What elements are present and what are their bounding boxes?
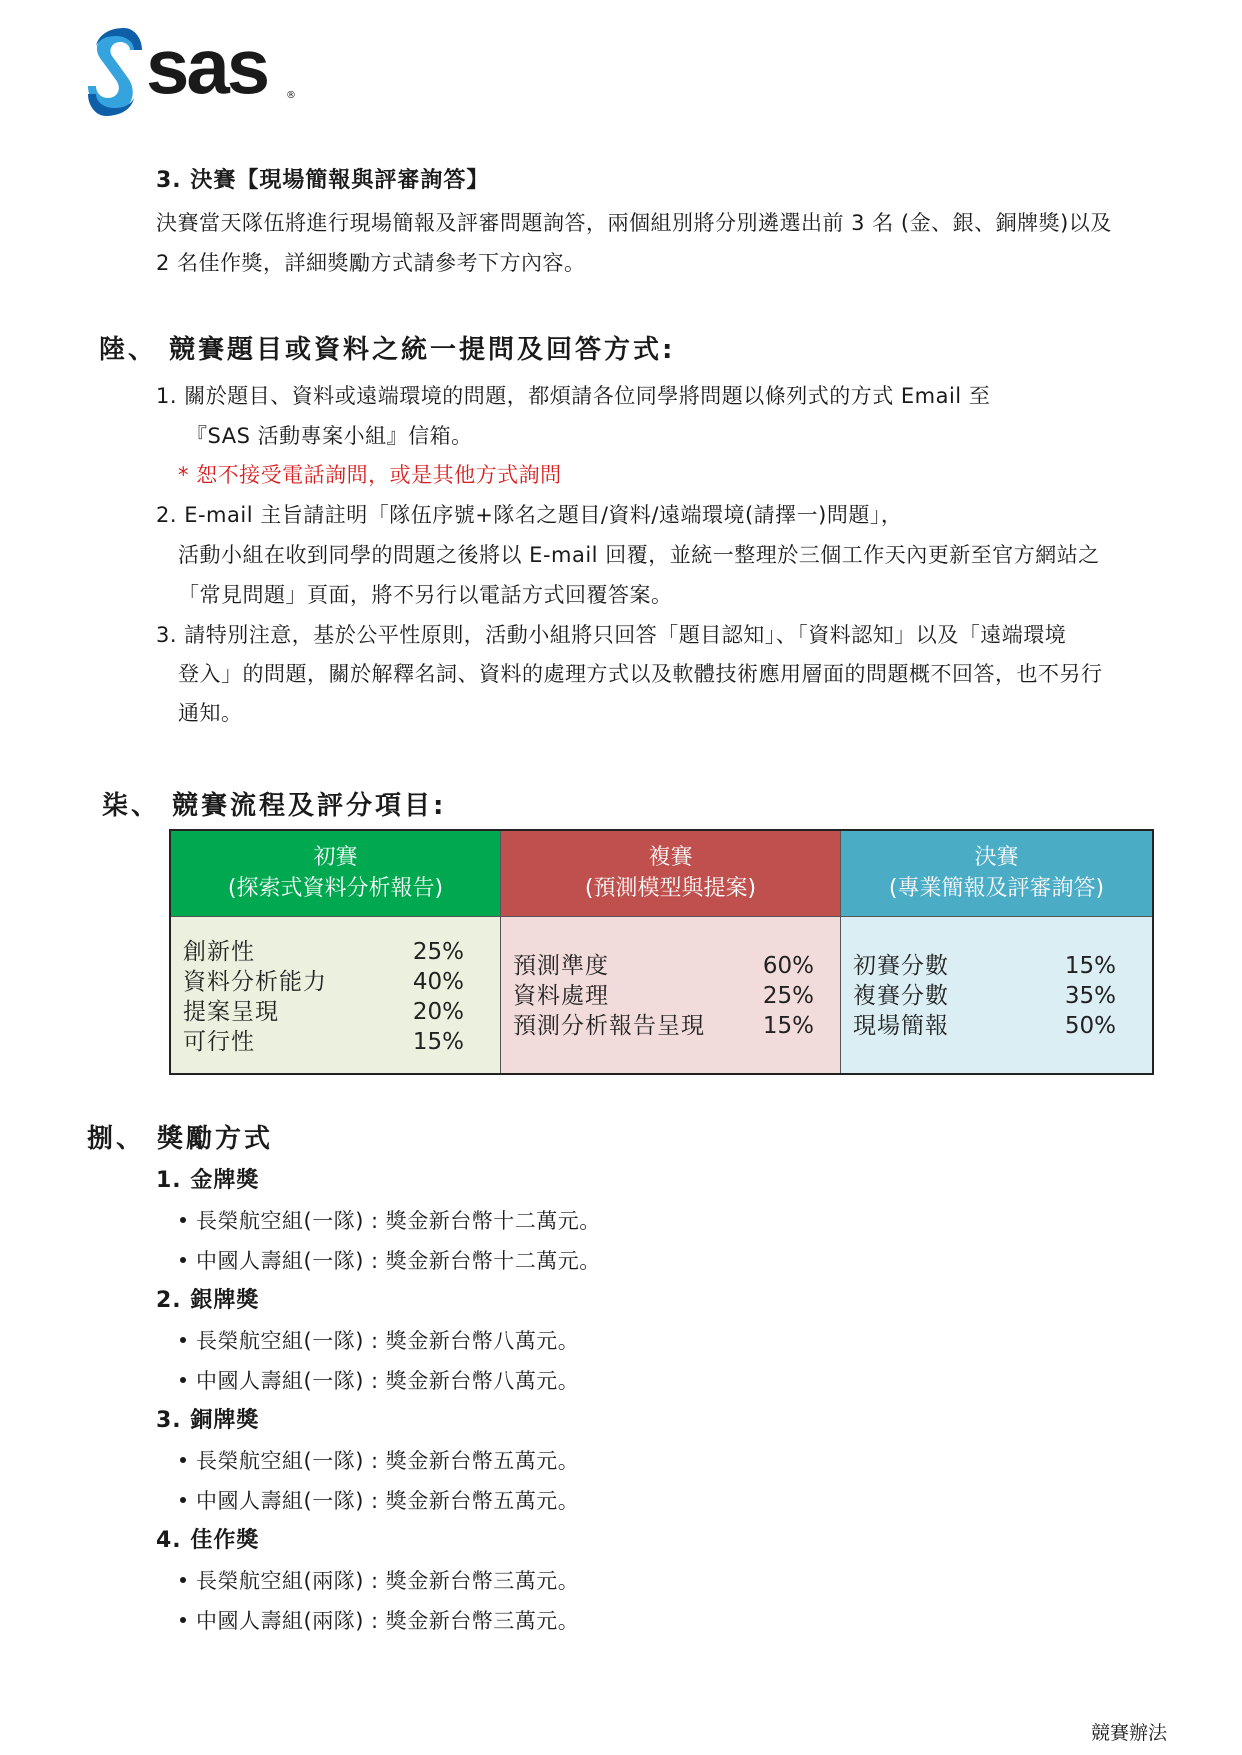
- criterion-weight: 25%: [762, 983, 814, 1009]
- criterion-label: 現場簡報: [853, 1013, 949, 1039]
- criterion-weight: 15%: [412, 1029, 464, 1055]
- qa-item-2-line-1: 2. E-mail 主旨請註明「隊伍序號+隊名之題目/資料/遠端環境(請擇一)問題」，: [156, 503, 903, 527]
- final-round-heading: 3. 決賽【現場簡報與評審詢答】: [156, 168, 490, 193]
- criterion-weight: 15%: [1064, 953, 1116, 979]
- award-item: 中國人壽組(兩隊) : 獎金新台幣三萬元。: [180, 1606, 579, 1636]
- sas-wordmark: sas: [146, 22, 268, 110]
- criterion-label: 預測準度: [513, 953, 609, 979]
- award-item: 長榮航空組(一隊) : 獎金新台幣五萬元。: [180, 1446, 579, 1476]
- bullet-icon: [180, 1257, 186, 1263]
- bullet-icon: [180, 1617, 186, 1623]
- semifinal-body: [501, 917, 840, 1073]
- award-item: 長榮航空組(兩隊) : 獎金新台幣三萬元。: [180, 1566, 579, 1596]
- award-heading-honorable: 4. 佳作獎: [156, 1528, 260, 1553]
- award-item: 長榮航空組(一隊) : 獎金新台幣八萬元。: [180, 1326, 579, 1356]
- semifinal-header: [501, 831, 840, 917]
- preliminary-header: [171, 831, 500, 917]
- final-body: [841, 917, 1152, 1073]
- registered-mark: ®: [286, 90, 296, 101]
- semifinal-title: 複賽: [648, 845, 693, 870]
- criterion-weight: 35%: [1064, 983, 1116, 1009]
- qa-item-1-line-2: 『SAS 活動專案小組』信箱。: [186, 424, 473, 448]
- scoring-table: [169, 829, 1154, 1075]
- qa-item-3-line-3: 通知。: [178, 701, 243, 725]
- preliminary-column: [171, 831, 501, 1073]
- qa-item-2-line-2: 活動小組在收到同學的問題之後將以 E-mail 回覆，並統一整理於三個工作天內更新至官方網站之: [178, 543, 1100, 567]
- criterion-weight: 20%: [412, 999, 464, 1025]
- criterion-weight: 15%: [762, 1013, 814, 1039]
- qa-item-2-line-3: 「常見問題」頁面，將不另行以電話方式回覆答案。: [178, 583, 673, 607]
- criterion-label: 資料分析能力: [183, 969, 327, 995]
- bullet-icon: [180, 1217, 186, 1223]
- criterion-label: 預測分析報告呈現: [513, 1013, 705, 1039]
- award-item: 中國人壽組(一隊) : 獎金新台幣八萬元。: [180, 1366, 579, 1396]
- sas-swirl-icon: [86, 28, 146, 116]
- award-heading-bronze: 3. 銅牌獎: [156, 1408, 260, 1433]
- final-round-text-2: 2 名佳作獎，詳細獎勵方式請參考下方內容。: [156, 251, 586, 275]
- qa-item-3-line-1: 3. 請特別注意，基於公平性原則，活動小組將只回答「題目認知」、「資料認知」以及「遠端環境: [156, 623, 1067, 647]
- bullet-icon: [180, 1457, 186, 1463]
- footer-label: 競賽辦法: [1091, 1722, 1168, 1744]
- qa-item-3-line-2: 登入」的問題，關於解釋名詞、資料的處理方式以及軟體技術應用層面的問題概不回答，也不另行: [178, 662, 1103, 686]
- criterion-label: 可行性: [183, 1029, 255, 1055]
- criterion-label: 創新性: [183, 939, 255, 965]
- final-subtitle: (專業簡報及評審詢答): [888, 876, 1105, 901]
- preliminary-subtitle: (探索式資料分析報告): [227, 876, 444, 901]
- criterion-label: 複賽分數: [853, 983, 949, 1009]
- criterion-label: 提案呈現: [183, 999, 279, 1025]
- preliminary-title: 初賽: [313, 845, 358, 870]
- award-heading-silver: 2. 銀牌獎: [156, 1288, 260, 1313]
- qa-item-1-line-1: 1. 關於題目、資料或遠端環境的問題，都煩請各位同學將問題以條列式的方式 Email 至: [156, 384, 991, 408]
- section-7-title: 柒、 競賽流程及評分項目:: [102, 791, 447, 821]
- criterion-weight: 40%: [412, 969, 464, 995]
- final-round-text-1: 決賽當天隊伍將進行現場簡報及評審問題詢答，兩個組別將分別遴選出前 3 名 (金、銀、銅牌獎)以及: [156, 211, 1112, 235]
- criterion-label: 初賽分數: [853, 953, 949, 979]
- bullet-icon: [180, 1377, 186, 1383]
- criterion-weight: 50%: [1064, 1013, 1116, 1039]
- final-column: [841, 831, 1152, 1073]
- award-item: 中國人壽組(一隊) : 獎金新台幣十二萬元。: [180, 1246, 601, 1276]
- semifinal-subtitle: (預測模型與提案): [584, 876, 757, 901]
- final-title: 決賽: [974, 845, 1019, 870]
- preliminary-body: [171, 917, 500, 1073]
- section-6-title: 陸、 競賽題目或資料之統一提問及回答方式:: [99, 335, 676, 365]
- criterion-weight: 60%: [762, 953, 814, 979]
- section-8-title: 捌、 獎勵方式: [87, 1124, 274, 1154]
- bullet-icon: [180, 1337, 186, 1343]
- bullet-icon: [180, 1497, 186, 1503]
- award-heading-gold: 1. 金牌獎: [156, 1168, 260, 1193]
- final-header: [841, 831, 1152, 917]
- phone-inquiry-note: * 恕不接受電話詢問，或是其他方式詢問: [178, 463, 562, 487]
- bullet-icon: [180, 1577, 186, 1583]
- criterion-weight: 25%: [412, 939, 464, 965]
- sas-logo: [86, 22, 306, 116]
- award-item: 中國人壽組(一隊) : 獎金新台幣五萬元。: [180, 1486, 579, 1516]
- criterion-label: 資料處理: [513, 983, 609, 1009]
- award-item: 長榮航空組(一隊) : 獎金新台幣十二萬元。: [180, 1206, 601, 1236]
- semifinal-column: [501, 831, 841, 1073]
